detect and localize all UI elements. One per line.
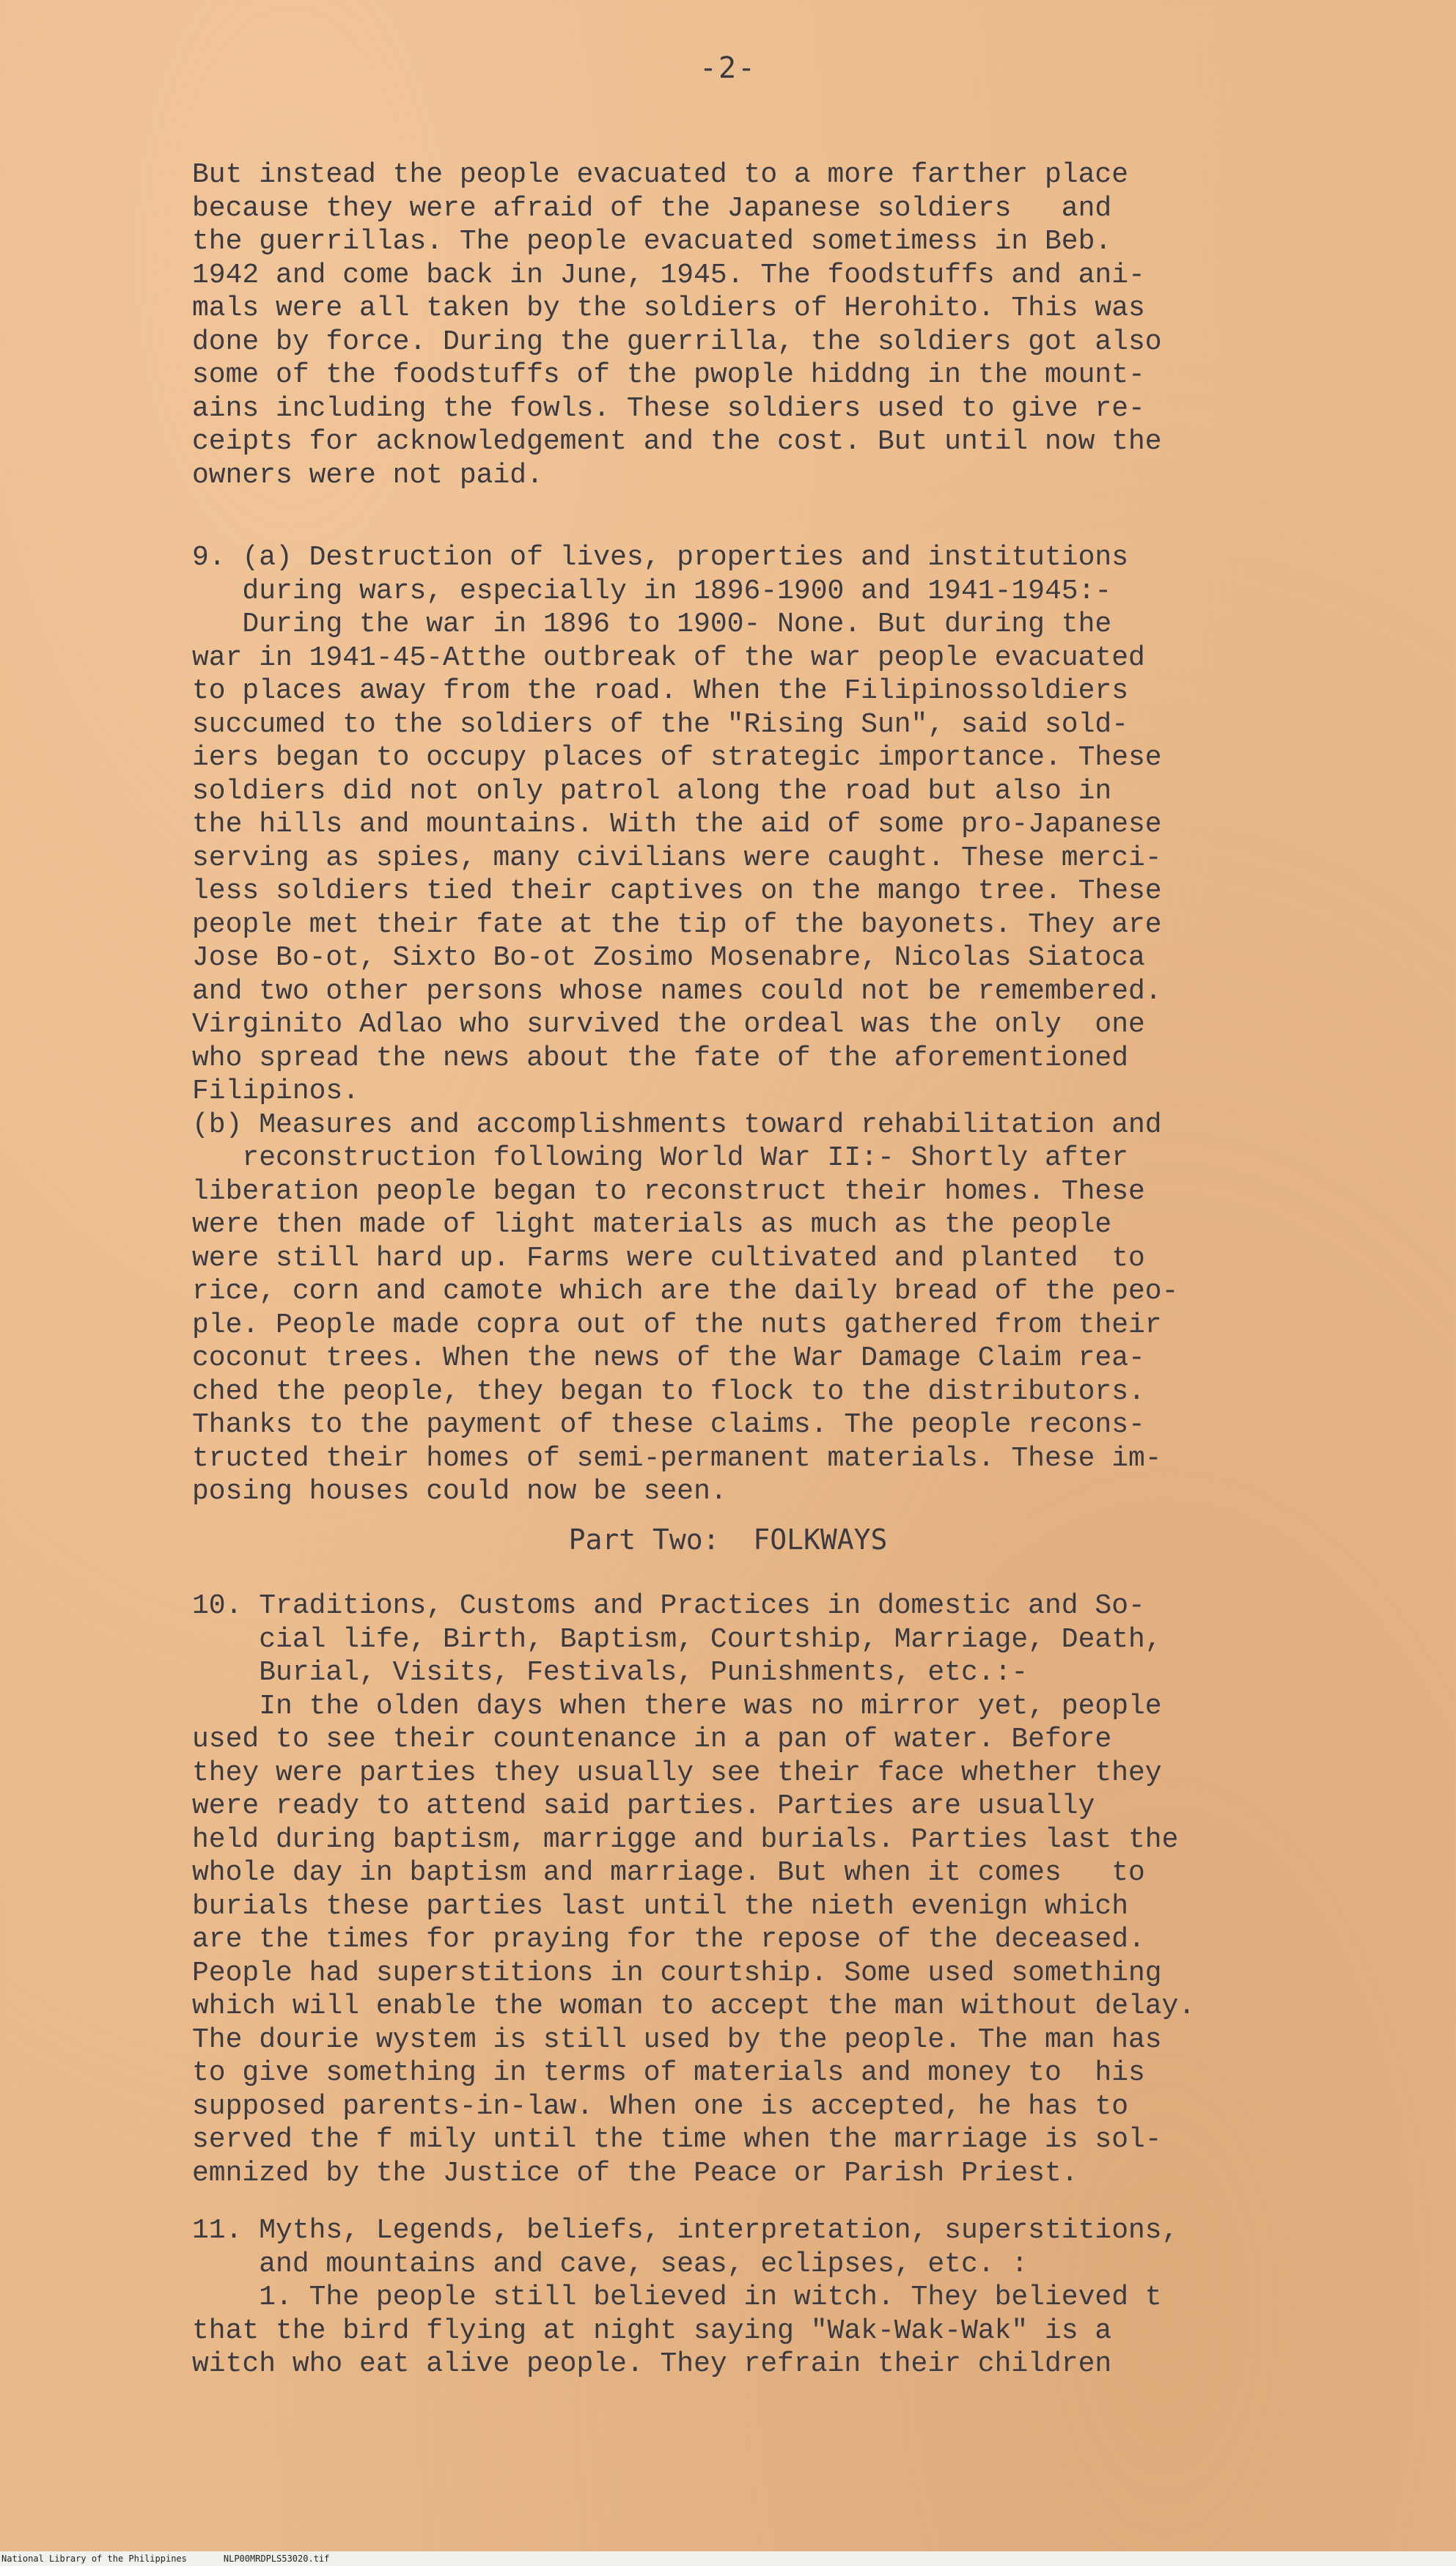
continuation-paragraph: But instead the people evacuated to a more farther place because they were afraid of the Japanese soldiers and the guerrillas. The people evacuated sometimess in Beb. 1942 and come back in June, 1945. The foodstuffs and ani- mals were all taken by the soldiers of Herohito. This was done by force. During the guerrilla, the soldiers got also some of the foodstuffs of the pwople hiddng in the mount- ains including the fowls. These soldiers used to give re- ceipts for acknowledgement and the cost. But until now the owners were not paid.	[192, 159, 1162, 491]
footer-filename: NLP00MRDPLS53020.tif	[223, 2554, 330, 2564]
footer-source: National Library of the Philippines	[1, 2554, 187, 2564]
page-number: -2-	[699, 51, 757, 85]
section-9-destruction-and-rehabilitation: 9. (a) Destruction of lives, properties and institutions during wars, especially in 1896-1900 and 1941-1945:- During the war in 1896 to 1900- None. But during the war in 1941-45-Atthe outbreak of the war people evacuated to places away from the road. When the Filipinossoldiers succumed to the soldiers of the "Rising Sun", said sold- iers began to occupy places of strategic importance. These soldiers did not only patrol along the road but also in the hills and mountains. With the aid of some pro-Japanese serving as spies, many civilians were caught. These merci- less soldiers tied their captives on the mango tree. These people met their fate at the tip of the bayonets. They are Jose Bo-ot, Sixto Bo-ot Zosimo Mosenabre, Nicolas Siatoca and two other persons whose names could not be remembered. Virginito Adlao who survived the ordeal was the only one who spread the news about the fate of the aforementioned Filipinos. (b) Measures and accomplishments toward rehabilitation and reconstruction following World War II:- Shortly after liberation people began to reconstruct their homes. These were then made of light materials as much as the people were still hard up. Farms were cultivated and planted to rice, corn and camote which are the daily bread of the peo- ple. People made copra out of the nuts gathered from their coconut trees. When the news of the War Damage Claim rea- ched the people, they began to flock to the distributors. Thanks to the payment of these claims. The people recons- tructed their homes of semi-permanent materials. These im- posing houses could now be seen.	[192, 542, 1179, 1507]
section-10-traditions-customs: 10. Traditions, Customs and Practices in domestic and So- cial life, Birth, Baptism, Courtship, Marriage, Death, Burial, Visits, Festivals, Punishments, etc.:- In the olden days when there was no mirror yet, people used to see their countenance in a pan of water. Before they were parties they usually see their face whether they were ready to attend said parties. Parties are usually held during baptism, marrigge and burials. Parties last the whole day in baptism and marriage. But when it comes to burials these parties last until the nieth evenign which are the times for praying for the repose of the deceased. People had superstitions in courtship. Some used something which will enable the woman to accept the man without delay. The dourie wystem is still used by the people. The man has to give something in terms of materials and money to his supposed parents-in-law. When one is accepted, he has to served the f mily until the time when the marriage is sol- emnized by the Justice of the Peace or Parish Priest.	[192, 1590, 1196, 2189]
section-11-myths-legends: 11. Myths, Legends, beliefs, interpretation, superstitions, and mountains and cave, seas, eclipses, etc. : 1. The people still believed in witch. They believed t that the bird flying at night saying "Wak-Wak-Wak" is a witch who eat alive people. They refrain their children	[192, 2215, 1179, 2380]
scan-footer	[0, 2551, 1456, 2566]
part-two-heading: Part Two: FOLKWAYS	[568, 1523, 888, 1556]
